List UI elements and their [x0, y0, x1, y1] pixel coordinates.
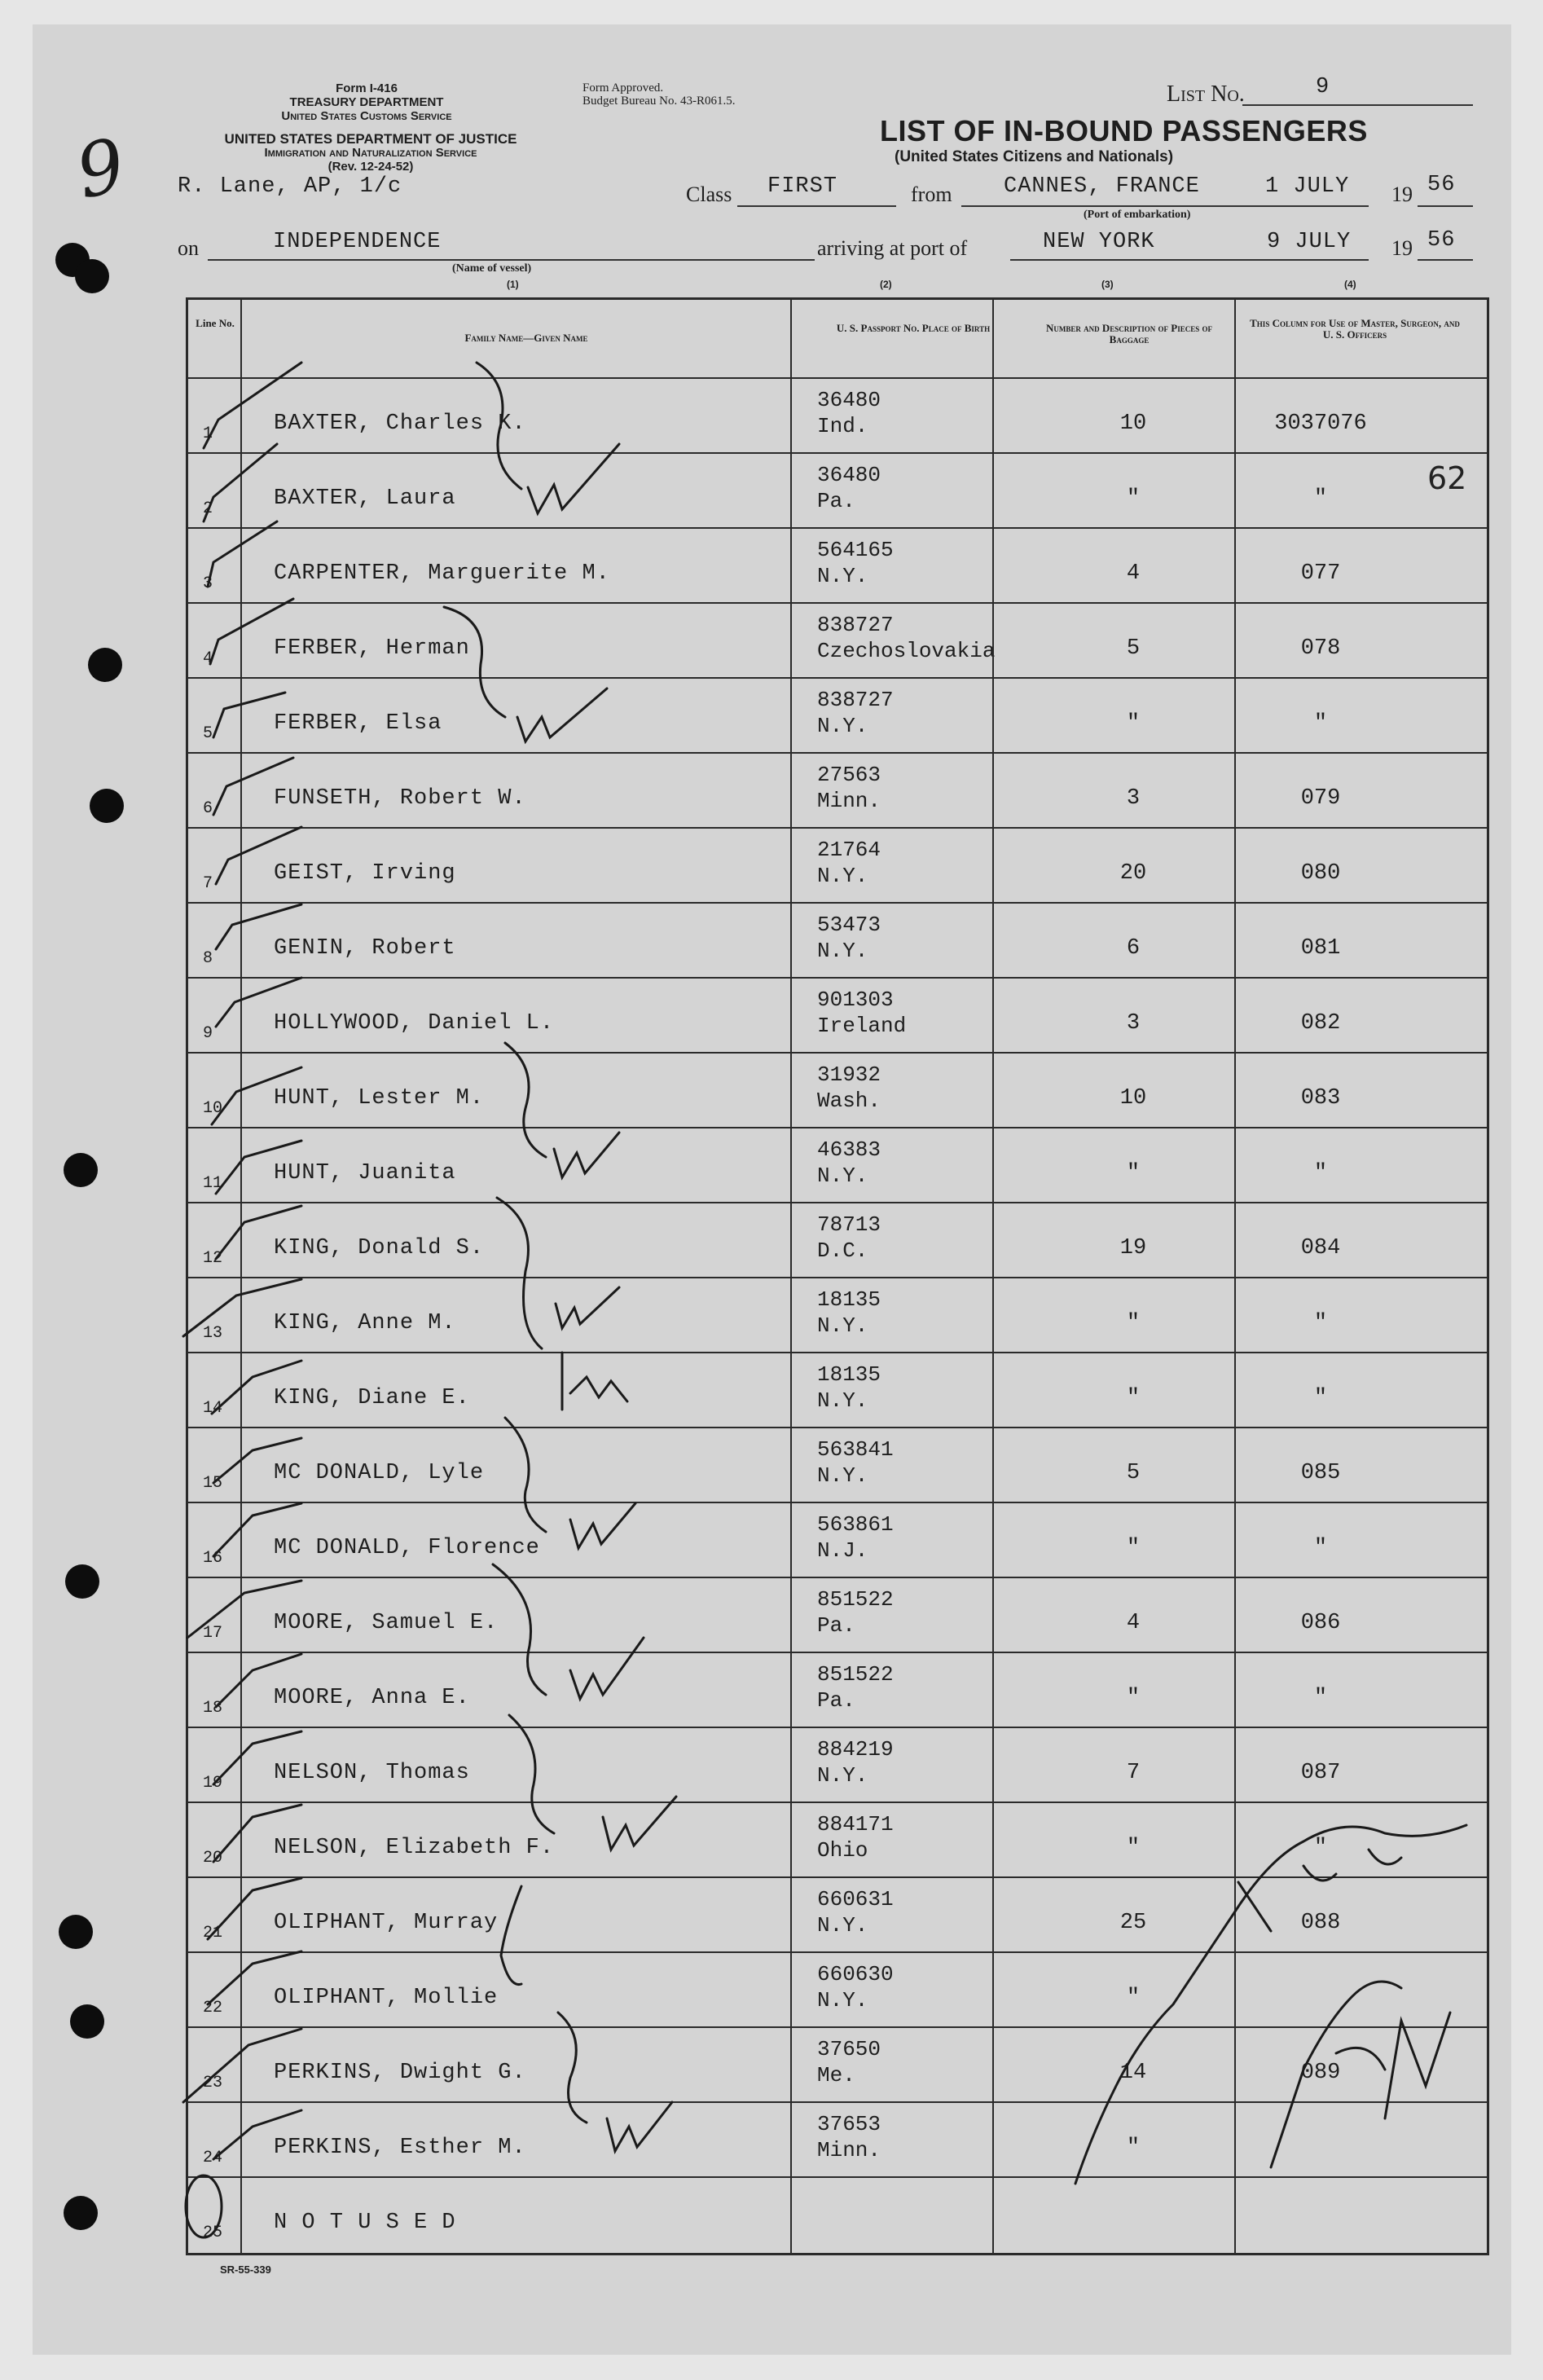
form-header-block [244, 81, 489, 123]
baggage-count: 5 [1126, 636, 1141, 661]
officer-code: 089 [1300, 2061, 1341, 2085]
baggage-count: 10 [1119, 411, 1147, 436]
baggage-count: " [1126, 1161, 1141, 1186]
corner-handwritten-number: 9 [68, 122, 133, 216]
embark-year-line [1418, 205, 1473, 207]
baggage-count: " [1126, 711, 1141, 736]
line-number: 22 [203, 1999, 223, 2017]
place-of-birth: Pa. [817, 1688, 855, 1713]
officer-code: " [1313, 1536, 1328, 1560]
passport-number: 660631 [817, 1887, 894, 1911]
vessel-name: INDEPENDENCE [273, 230, 442, 254]
arrival-line [1010, 259, 1369, 261]
place-of-birth: Wash. [817, 1089, 881, 1113]
passenger-name: KING, Diane E. [274, 1386, 470, 1410]
officer-name: R. Lane, AP, 1/c [178, 174, 402, 199]
line-number: 3 [203, 574, 213, 593]
passenger-name: GEIST, Irving [274, 861, 456, 886]
officer-code: 080 [1300, 861, 1341, 886]
revision-label: (Rev. 12-24-52) [328, 160, 414, 174]
place-of-birth: N.Y. [817, 714, 868, 738]
list-no-label: List No. [1167, 81, 1245, 107]
arrival-port: NEW YORK [1043, 230, 1155, 254]
place-of-birth: N.J. [817, 1538, 868, 1563]
line-number: 5 [203, 724, 213, 743]
passport-number: 901303 [817, 988, 894, 1012]
embarkation-date: 1 JULY [1265, 174, 1350, 199]
punch-hole [90, 789, 124, 823]
passport-number: 18135 [817, 1362, 881, 1387]
table-row [188, 2026, 1487, 2103]
passport-number: 838727 [817, 613, 894, 637]
baggage-count: 20 [1119, 861, 1147, 886]
passport-number: 36480 [817, 463, 881, 487]
table-row [188, 1652, 1487, 1728]
passport-number: 838727 [817, 688, 894, 712]
passport-number: 27563 [817, 763, 881, 787]
place-of-birth: N.Y. [817, 1164, 868, 1188]
line-number: 1 [203, 425, 213, 443]
place-of-birth: Czechoslovakia [817, 639, 996, 663]
col-divider-4 [1234, 297, 1236, 2255]
passenger-name: MC DONALD, Florence [274, 1536, 540, 1560]
place-of-birth: Pa. [817, 489, 855, 513]
col-divider-2 [790, 297, 792, 2255]
passport-number: 851522 [817, 1662, 894, 1687]
baggage-count: 3 [1126, 786, 1141, 811]
passport-number: 563861 [817, 1512, 894, 1537]
passport-number: 884219 [817, 1737, 894, 1762]
officer-code: " [1313, 1161, 1328, 1186]
table-row [188, 1577, 1487, 1653]
officer-code: " [1313, 1836, 1328, 1860]
officer-code: 084 [1300, 1236, 1341, 1260]
passenger-name: OLIPHANT, Murray [274, 1911, 499, 1935]
punch-hole [70, 2004, 104, 2039]
port-caption: (Port of embarkation) [1084, 209, 1191, 221]
col-num-3: (3) [1101, 279, 1114, 290]
line-number: 10 [203, 1099, 223, 1118]
place-of-birth: N.Y. [817, 864, 868, 888]
from-line [961, 205, 1369, 207]
line-number: 18 [203, 1699, 223, 1718]
officer-code: 082 [1300, 1011, 1341, 1036]
place-of-birth: Ohio [817, 1838, 868, 1863]
passport-number: 36480 [817, 388, 881, 412]
passport-number: 884171 [817, 1812, 894, 1837]
budget-bureau: Budget Bureau No. 43-R061.5. [582, 95, 736, 108]
passenger-name: PERKINS, Esther M. [274, 2136, 526, 2160]
class-label: Class [686, 183, 732, 206]
officer-code: 079 [1300, 786, 1341, 811]
place-of-birth: Ind. [817, 414, 868, 438]
table-row [188, 452, 1487, 529]
vessel-line [208, 259, 815, 261]
officer-code: " [1313, 1686, 1328, 1710]
place-of-birth: Pa. [817, 1613, 855, 1638]
line-number: 12 [203, 1249, 223, 1268]
baggage-count: 7 [1126, 1761, 1141, 1785]
officer-code: " [1313, 1311, 1328, 1335]
passport-number: 31932 [817, 1062, 881, 1087]
table-row [188, 752, 1487, 829]
baggage-count: 19 [1119, 1236, 1147, 1260]
officer-code: 3037076 [1274, 411, 1367, 436]
baggage-count: " [1126, 1836, 1141, 1860]
passport-number: 660630 [817, 1962, 894, 1986]
arrival-year: 56 [1427, 228, 1456, 253]
baggage-count: " [1126, 1686, 1141, 1710]
line-number: 4 [203, 649, 213, 668]
baggage-count: " [1126, 1386, 1141, 1410]
passenger-name: NELSON, Elizabeth F. [274, 1836, 555, 1860]
passenger-name: NELSON, Thomas [274, 1761, 470, 1785]
passport-number: 37653 [817, 2112, 881, 2136]
arrival-year-prefix: 19 [1391, 236, 1413, 260]
margin-handwritten-number: 62 [1427, 460, 1467, 496]
place-of-birth: N.Y. [817, 1988, 868, 2013]
line-number: 13 [203, 1324, 223, 1343]
officer-code: 078 [1300, 636, 1341, 661]
punch-hole [64, 2196, 98, 2230]
place-of-birth: N.Y. [817, 1763, 868, 1788]
table-row [188, 677, 1487, 754]
passenger-name: GENIN, Robert [274, 936, 456, 961]
punch-hole [88, 648, 122, 682]
passport-number: 21764 [817, 838, 881, 862]
officer-code: " [1313, 1386, 1328, 1410]
line-number: 2 [203, 499, 213, 518]
place-of-birth: D.C. [817, 1238, 868, 1263]
col-num-4: (4) [1344, 279, 1356, 290]
passenger-name: N O T U S E D [274, 2211, 456, 2235]
passenger-name: MOORE, Samuel E. [274, 1611, 499, 1635]
col-divider-1 [240, 297, 242, 2255]
passenger-name: PERKINS, Dwight G. [274, 2061, 526, 2085]
passenger-table [186, 297, 1489, 2255]
document-subtitle: (United States Citizens and Nationals) [895, 148, 1174, 165]
place-of-birth: N.Y. [817, 1388, 868, 1413]
passport-number: 46383 [817, 1137, 881, 1162]
officer-code: " [1313, 711, 1328, 736]
baggage-count: 10 [1119, 1086, 1147, 1111]
form-approved: Form Approved. [582, 81, 664, 95]
table-row [188, 827, 1487, 904]
line-number: 15 [203, 1474, 223, 1493]
officer-code: 086 [1300, 1611, 1341, 1635]
header-line-no: Line No. [196, 317, 235, 329]
passenger-name: KING, Donald S. [274, 1236, 485, 1260]
baggage-count: " [1126, 1311, 1141, 1335]
place-of-birth: N.Y. [817, 1313, 868, 1338]
table-row [188, 1951, 1487, 2028]
line-number: 9 [203, 1024, 213, 1043]
table-row [188, 602, 1487, 679]
passport-number: 53473 [817, 913, 881, 937]
line-number: 8 [203, 949, 213, 968]
place-of-birth: N.Y. [817, 564, 868, 588]
baggage-count: 14 [1119, 2061, 1147, 2085]
table-row [188, 1202, 1487, 1278]
arriving-label: arriving at port of [817, 236, 968, 260]
table-row [188, 1502, 1487, 1578]
form-number: Form I-416 [336, 81, 398, 95]
list-no-value: 9 [1316, 75, 1330, 99]
table-row [188, 1801, 1487, 1878]
line-number: 24 [203, 2149, 223, 2167]
immigration-label: Immigration and Naturalization Service [264, 146, 477, 160]
header-passport: U. S. Passport No. Place of Birth [836, 322, 991, 334]
passport-number: 37650 [817, 2037, 881, 2061]
place-of-birth: N.Y. [817, 939, 868, 963]
passenger-name: KING, Anne M. [274, 1311, 456, 1335]
class-value: FIRST [767, 174, 838, 199]
punch-hole [65, 1564, 99, 1599]
passenger-name: FERBER, Elsa [274, 711, 442, 736]
port-of-embarkation: CANNES, FRANCE [1004, 174, 1200, 199]
passenger-name: BAXTER, Charles K. [274, 411, 526, 436]
line-number: 17 [203, 1624, 223, 1643]
officer-code: 083 [1300, 1086, 1341, 1111]
line-number: 7 [203, 874, 213, 893]
table-row [188, 1727, 1487, 1803]
officer-code: " [1313, 486, 1328, 511]
punch-hole [64, 1153, 98, 1187]
table-row [188, 1876, 1487, 1953]
place-of-birth: N.Y. [817, 1463, 868, 1488]
officer-code: 085 [1300, 1461, 1341, 1485]
passenger-name: HOLLYWOOD, Daniel L. [274, 1011, 555, 1036]
baggage-count: " [1126, 2136, 1141, 2160]
table-row [188, 902, 1487, 979]
baggage-count: " [1126, 1986, 1141, 2010]
footer-code: SR-55-339 [220, 2263, 271, 2276]
treasury-label: TREASURY DEPARTMENT [289, 95, 444, 109]
table-row [188, 977, 1487, 1054]
table-row [188, 1052, 1487, 1128]
col-num-1: (1) [507, 279, 519, 290]
line-number: 14 [203, 1399, 223, 1418]
justice-label: UNITED STATES DEPARTMENT OF JUSTICE [224, 131, 517, 147]
passenger-name: CARPENTER, Marguerite M. [274, 561, 610, 586]
officer-code: 077 [1300, 561, 1341, 586]
place-of-birth: N.Y. [817, 1913, 868, 1938]
passenger-name: HUNT, Juanita [274, 1161, 456, 1186]
baggage-count: 4 [1126, 561, 1141, 586]
justice-block [179, 132, 562, 174]
header-officers: This Column for Use of Master, Surgeon, and U. S. Officers [1250, 317, 1460, 341]
passenger-name: MC DONALD, Lyle [274, 1461, 485, 1485]
header-name: Family Name—Given Name [464, 332, 588, 344]
table-row [188, 1352, 1487, 1428]
place-of-birth: Me. [817, 2063, 855, 2087]
header-baggage: Number and Description of Pieces of Baggage [1046, 322, 1212, 345]
baggage-count: 4 [1126, 1611, 1141, 1635]
officer-code: 081 [1300, 936, 1341, 961]
on-label: on [178, 236, 199, 260]
embarkation-year: 56 [1427, 173, 1456, 197]
line-number: 25 [203, 2224, 223, 2242]
list-no-line [1242, 104, 1473, 106]
baggage-count: " [1126, 486, 1141, 511]
line-number: 21 [203, 1924, 223, 1942]
baggage-count: 6 [1126, 936, 1141, 961]
table-row [188, 527, 1487, 604]
passport-number: 564165 [817, 538, 894, 562]
punch-hole [75, 259, 109, 293]
baggage-count: " [1126, 1536, 1141, 1560]
table-row [188, 1127, 1487, 1203]
baggage-count: 3 [1126, 1011, 1141, 1036]
line-number: 19 [203, 1774, 223, 1793]
passenger-name: HUNT, Lester M. [274, 1086, 485, 1111]
class-line [737, 205, 896, 207]
place-of-birth: Minn. [817, 2138, 881, 2162]
table-row [188, 1427, 1487, 1503]
customs-label: United States Customs Service [281, 109, 452, 123]
col-num-2: (2) [880, 279, 892, 290]
document-title: LIST OF IN-BOUND PASSENGERS [880, 114, 1368, 147]
line-number: 6 [203, 799, 213, 818]
place-of-birth: Minn. [817, 789, 881, 813]
passenger-name: MOORE, Anna E. [274, 1686, 470, 1710]
line-number: 16 [203, 1549, 223, 1568]
line-number: 23 [203, 2074, 223, 2092]
passport-number: 851522 [817, 1587, 894, 1612]
baggage-count: 25 [1119, 1911, 1147, 1935]
table-row [188, 377, 1487, 454]
passport-number: 563841 [817, 1437, 894, 1462]
line-number: 11 [203, 1174, 223, 1193]
arrival-date: 9 JULY [1267, 230, 1352, 254]
passenger-name: BAXTER, Laura [274, 486, 456, 511]
officer-code: 087 [1300, 1761, 1341, 1785]
punch-hole [59, 1915, 93, 1949]
approval-block [582, 81, 735, 108]
passenger-name: OLIPHANT, Mollie [274, 1986, 499, 2010]
table-row [188, 2101, 1487, 2178]
passport-number: 18135 [817, 1287, 881, 1312]
vessel-caption: (Name of vessel) [452, 262, 532, 275]
arrival-year-line [1418, 259, 1473, 261]
place-of-birth: Ireland [817, 1014, 907, 1038]
baggage-count: 5 [1126, 1461, 1141, 1485]
passport-number: 78713 [817, 1212, 881, 1237]
col-divider-3 [992, 297, 994, 2255]
line-number: 20 [203, 1849, 223, 1867]
passenger-name: FERBER, Herman [274, 636, 470, 661]
passenger-name: FUNSETH, Robert W. [274, 786, 526, 811]
from-label: from [911, 183, 952, 206]
table-row [188, 2176, 1487, 2253]
officer-code: 088 [1300, 1911, 1341, 1935]
embark-year-prefix: 19 [1391, 183, 1413, 206]
table-row [188, 1277, 1487, 1353]
